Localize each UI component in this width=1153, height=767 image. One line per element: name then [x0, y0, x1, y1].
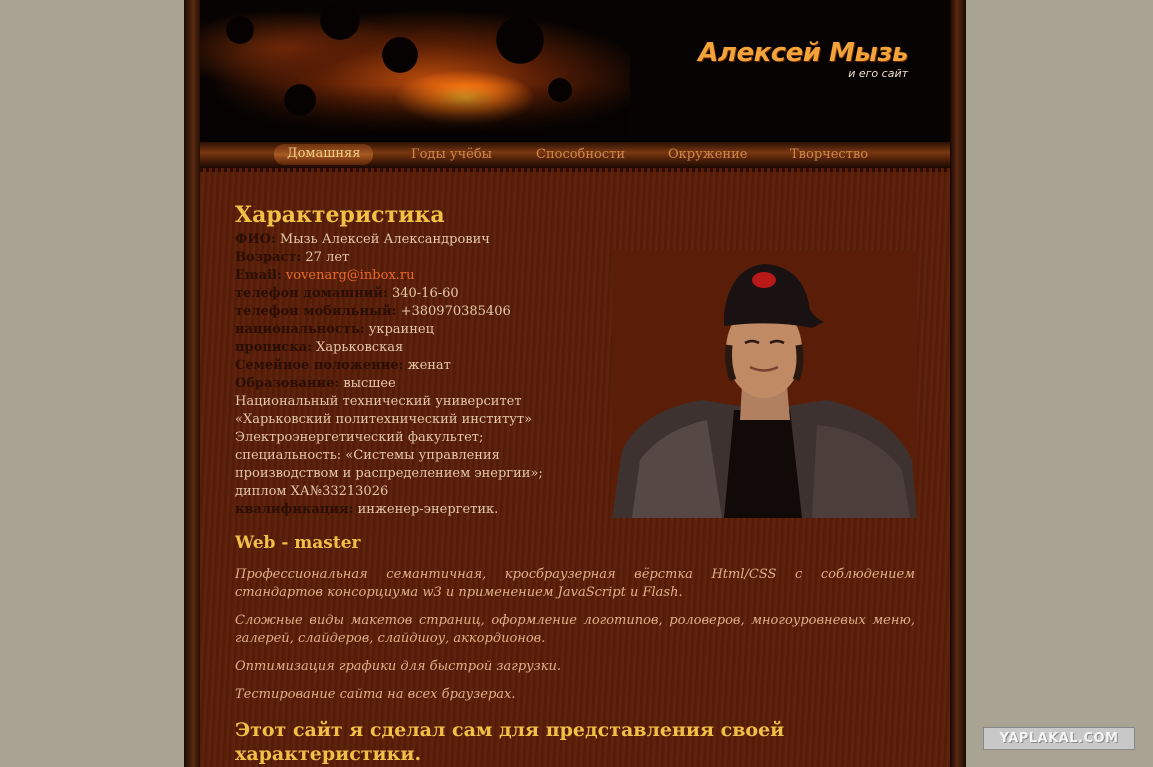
education-line: производством и распределением энергии»; — [235, 466, 543, 481]
webmaster-paragraph: Профессиональная семантичная, кросбраузерная вёрстка Html/CSS с соблюдением стандартов консорциума w3 и применением JavaScript и Flash. — [235, 567, 915, 600]
info-value: высшее — [343, 376, 396, 391]
info-label: Email: — [235, 268, 282, 283]
nav-item-home[interactable]: Домашняя — [274, 144, 373, 165]
education-line: Национальный технический университет — [235, 394, 522, 409]
webmaster-paragraph: Тестирование сайта на всех браузерах. — [235, 687, 516, 702]
info-row-home-phone — [235, 285, 615, 303]
info-label: квалификация: — [235, 502, 354, 517]
info-row-marital-status — [235, 357, 615, 375]
info-value: 27 лет — [305, 250, 350, 265]
info-row-mobile-phone — [235, 303, 615, 321]
webmaster-paragraph: Сложные виды макетов страниц, оформление логотипов, роловеров, многоуровневых меню, галерей, слайдеров, слайдшоу, аккордионов. — [235, 613, 915, 646]
info-label: ФИО: — [235, 232, 276, 247]
info-value: Мызь Алексей Александрович — [279, 232, 490, 247]
nav-item-environment[interactable]: Окружение — [668, 147, 748, 162]
info-label: телефон мобильный: — [235, 304, 397, 319]
page-title: Характеристика — [235, 202, 445, 228]
info-value: инженер-энергетик. — [357, 502, 499, 517]
email-link[interactable]: vovenarg@inbox.ru — [285, 268, 415, 283]
info-label: Семейное положение: — [235, 358, 404, 373]
education-line: «Харьковский политехнический институт» — [235, 412, 533, 427]
education-line: Электроэнергетический факультет; — [235, 430, 484, 445]
info-value: Харьковская — [316, 340, 404, 355]
nav-item-creativity[interactable]: Творчество — [790, 147, 869, 162]
info-value: +380970385406 — [400, 304, 511, 319]
site-subtitle: и его сайт — [848, 67, 908, 80]
info-label: национальность: — [235, 322, 365, 337]
info-value: 340-16-60 — [391, 286, 459, 301]
info-label: телефон домашний: — [235, 286, 388, 301]
nav-item-study-years[interactable]: Годы учёбы — [411, 147, 493, 162]
info-value: украинец — [368, 322, 434, 337]
info-value: женат — [407, 358, 451, 373]
info-row-name — [235, 231, 615, 249]
info-row-registration — [235, 339, 615, 357]
education-line: специальность: «Системы управления — [235, 448, 500, 463]
watermark-logo: YAPLAKAL.COM — [983, 727, 1135, 750]
profile-info — [235, 231, 615, 519]
webmaster-heading: Web - master — [235, 533, 361, 553]
header-trees-silhouette — [200, 0, 630, 142]
site-purpose-heading: Этот сайт я сделал сам для представления своей характеристики. — [235, 719, 785, 765]
info-label: прописка: — [235, 340, 312, 355]
info-label: Образование: — [235, 376, 340, 391]
info-row-qualification — [235, 501, 615, 519]
info-row-email — [235, 267, 615, 285]
education-line: диплом ХА№33213026 — [235, 484, 389, 499]
webmaster-paragraph: Оптимизация графики для быстрой загрузки. — [235, 659, 562, 674]
main-content — [200, 168, 950, 767]
info-label: Возраст: — [235, 250, 302, 265]
site-header — [200, 0, 950, 142]
content-edge-decoration — [200, 168, 950, 172]
profile-photo — [612, 250, 917, 518]
site-title[interactable]: Алексей Мызь — [698, 38, 908, 68]
info-row-nationality — [235, 321, 615, 339]
info-row-education — [235, 375, 615, 393]
nav-item-abilities[interactable]: Способности — [536, 147, 626, 162]
info-row-age — [235, 249, 615, 267]
main-nav — [200, 142, 950, 168]
